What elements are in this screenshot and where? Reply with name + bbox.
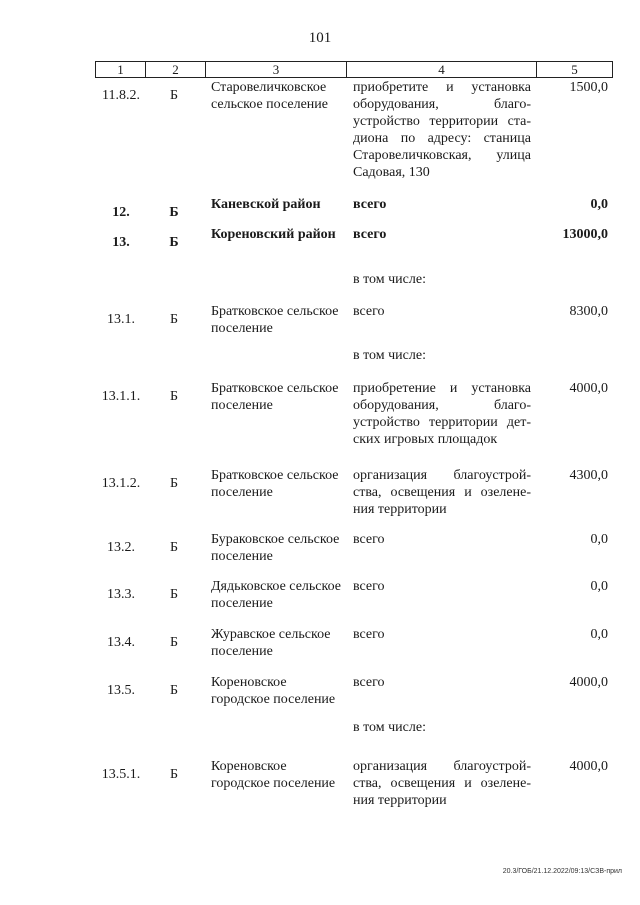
- description-line: оборудования, благо-: [353, 398, 531, 413]
- row-recipient: Братковское сельское поселение: [211, 381, 339, 413]
- row-recipient: Бураковское сельское поселение: [211, 532, 340, 564]
- row-amount: 1500,0: [569, 80, 608, 95]
- row-amount: 4000,0: [569, 675, 608, 690]
- row-recipient: Братковское сельское поселение: [211, 304, 339, 336]
- row-category: Б: [169, 476, 179, 491]
- description-line: ния территории: [353, 793, 447, 808]
- description-line: диона по адресу: станица: [353, 131, 531, 146]
- description-line: ства, освещения и озелене-: [353, 485, 531, 500]
- row-number: 12.: [112, 205, 130, 220]
- row-number: 13.: [112, 235, 130, 250]
- row-number: 13.4.: [107, 635, 135, 650]
- row-recipient: Кореновский район: [211, 227, 336, 242]
- row-category: Б: [169, 389, 179, 404]
- description-line: ских игровых площадок: [353, 432, 498, 447]
- description-line: приобретите и установка: [353, 80, 531, 95]
- description-line: оборудования, благо-: [353, 97, 531, 112]
- header-col-5: 5: [571, 62, 578, 77]
- row-category: Б: [169, 88, 179, 103]
- row-recipient: Каневской район: [211, 197, 321, 212]
- row-description: [353, 226, 531, 243]
- description-line: всего: [353, 304, 385, 319]
- description-line: организация благоустрой-: [353, 759, 531, 774]
- description-line: Старовеличковская, улица: [353, 148, 531, 163]
- row-description: [353, 531, 531, 548]
- row-recipient: Старовеличковское сельское поселение: [211, 80, 328, 112]
- description-line: всего: [353, 197, 387, 212]
- table-header: [95, 61, 613, 78]
- row-recipient: Братковское сельское поселение: [211, 468, 339, 500]
- including-label: в том числе:: [353, 720, 426, 735]
- row-category: Б: [169, 635, 179, 650]
- row-description: [353, 578, 531, 595]
- row-amount: 0,0: [590, 197, 608, 212]
- description-line: устройство территории ста-: [353, 114, 531, 129]
- row-description: [353, 380, 531, 448]
- description-line: организация благоустрой-: [353, 468, 531, 483]
- row-recipient: Журавское сельское поселение: [211, 627, 331, 659]
- row-amount: 4000,0: [569, 759, 608, 774]
- row-category: Б: [169, 235, 179, 250]
- row-number: 13.5.: [107, 683, 135, 698]
- description-line: Садовая, 130: [353, 165, 430, 180]
- row-recipient: Кореновское городское поселение: [211, 759, 336, 791]
- description-line: приобретение и установка: [353, 381, 531, 396]
- description-line: всего: [353, 627, 385, 642]
- row-recipient: Дядьковское сельское поселение: [211, 579, 341, 611]
- description-line: устройство территории дет-: [353, 415, 531, 430]
- row-description: [353, 196, 531, 213]
- row-category: Б: [169, 587, 179, 602]
- header-col-3: 3: [206, 62, 347, 77]
- row-amount: 4000,0: [569, 381, 608, 396]
- description-line: всего: [353, 579, 385, 594]
- header-col-4: 4: [347, 62, 537, 77]
- row-description: [353, 467, 531, 518]
- row-description: [353, 626, 531, 643]
- including-label: в том числе:: [353, 272, 426, 287]
- row-amount: 8300,0: [569, 304, 608, 319]
- footer-code: 20.3/ГОБ/21.12.2022/09:13/СЗВ-прил: [502, 868, 622, 875]
- row-category: Б: [169, 540, 179, 555]
- page-number: 101: [308, 30, 332, 46]
- description-line: всего: [353, 532, 385, 547]
- row-category: Б: [169, 312, 179, 327]
- row-number: 11.8.2.: [102, 88, 140, 103]
- including-label: в том числе:: [353, 348, 426, 363]
- description-line: всего: [353, 675, 385, 690]
- description-line: ния территории: [353, 502, 447, 517]
- row-number: 13.1.1.: [101, 389, 141, 404]
- row-description: [353, 79, 531, 181]
- header-col-2: 2: [146, 62, 206, 77]
- header-col-1: 1: [96, 62, 146, 77]
- row-category: Б: [169, 205, 179, 220]
- row-amount: 4300,0: [569, 468, 608, 483]
- row-category: Б: [169, 767, 179, 782]
- row-amount: 13000,0: [562, 227, 608, 242]
- row-number: 13.1.: [107, 312, 135, 327]
- description-line: всего: [353, 227, 387, 242]
- row-amount: 0,0: [590, 627, 608, 642]
- row-description: [353, 303, 531, 320]
- row-amount: 0,0: [590, 532, 608, 547]
- row-number: 13.1.2.: [101, 476, 141, 491]
- row-number: 13.3.: [107, 587, 135, 602]
- description-line: ства, освещения и озелене-: [353, 776, 531, 791]
- row-category: Б: [169, 683, 179, 698]
- row-number: 13.2.: [107, 540, 135, 555]
- row-amount: 0,0: [590, 579, 608, 594]
- row-number: 13.5.1.: [101, 767, 141, 782]
- row-recipient: Кореновское городское поселение: [211, 675, 336, 707]
- row-description: [353, 674, 531, 691]
- row-description: [353, 758, 531, 809]
